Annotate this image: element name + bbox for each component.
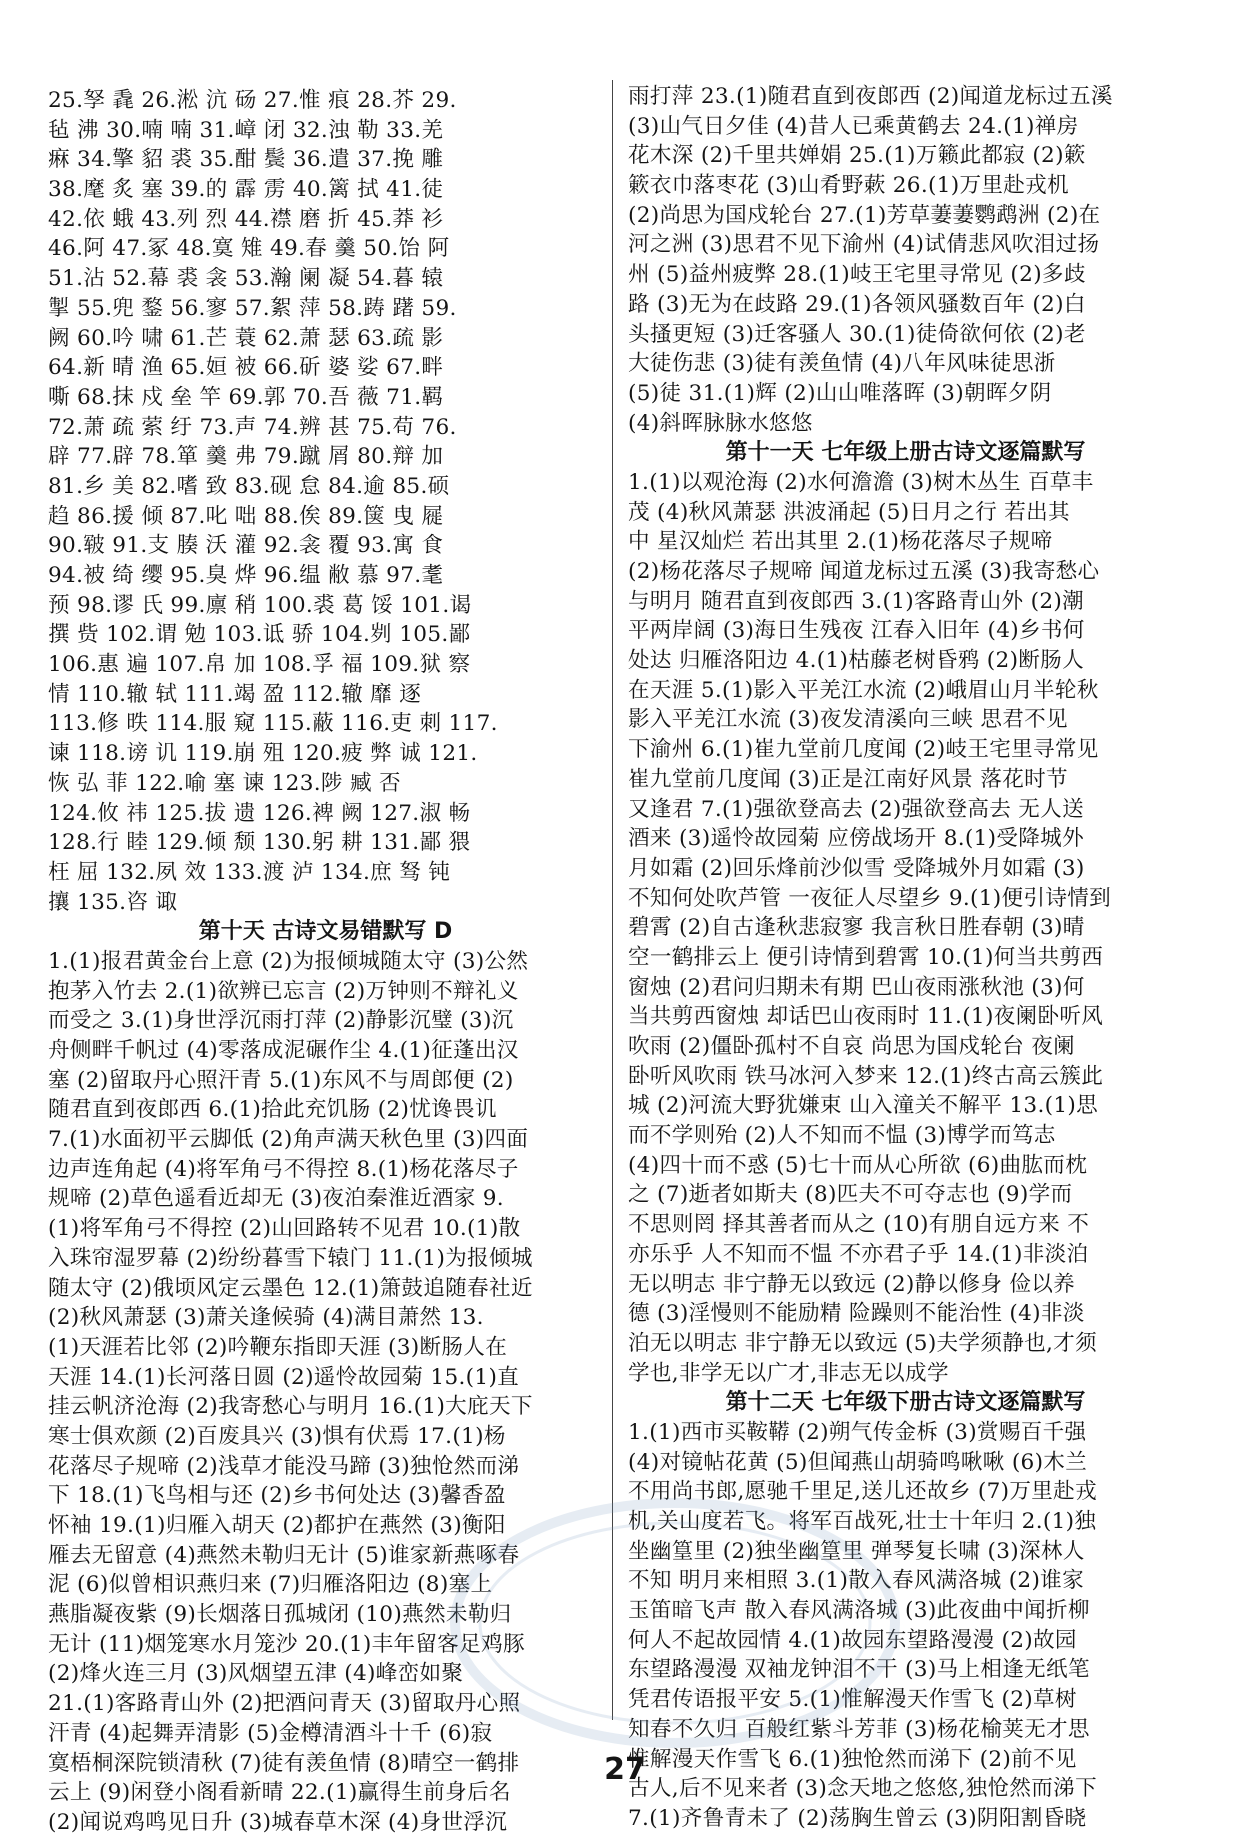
answer-line: 玉笛暗飞声 散入春风满洛城 (3)此夜曲中闻折柳 bbox=[628, 1598, 1090, 1624]
answer-line: 谏 118.谤 讥 119.崩 殂 120.疲 弊 诚 121. bbox=[48, 741, 478, 767]
answer-line: 撰 赀 102.谓 勉 103.诋 骄 104.刿 105.鄙 bbox=[48, 622, 471, 648]
answer-line: 酒来 (3)遥怜故园菊 应傍战场开 8.(1)受降城外 bbox=[628, 826, 1084, 852]
answer-line: 吹雨 (2)僵卧孤村不自哀 尚思为国戍轮台 夜阑 bbox=[628, 1034, 1076, 1059]
answer-line: 预 98.谬 氏 99.廪 稍 100.裘 葛 馁 101.谒 bbox=[48, 592, 472, 618]
answer-line: 影入平羌江水流 (3)夜发清溪向三峡 思君不见 bbox=[628, 707, 1068, 733]
answer-line: 趋 86.援 倾 87.叱 咄 88.俟 89.箧 曳 屣 bbox=[48, 503, 444, 529]
answer-line: (3)山气日夕佳 (4)昔人已乘黄鹤去 24.(1)禅房 bbox=[628, 113, 1079, 139]
answer-line: 卧听风吹雨 铁马冰河入梦来 12.(1)终古高云簇此 bbox=[628, 1063, 1104, 1089]
answer-line: 城 (2)河流大野犹嫌束 山入潼关不解平 13.(1)思 bbox=[628, 1093, 1099, 1119]
answer-line: 平两岸阔 (3)海日生残夜 江春入旧年 (4)乡书何 bbox=[628, 618, 1085, 644]
answer-line: 46.阿 47.冢 48.寞 雉 49.春 羹 50.饴 阿 bbox=[48, 236, 450, 262]
answer-line: 辟 77.辟 78.箪 羹 弗 79.蹴 屑 80.辩 加 bbox=[48, 444, 444, 470]
answer-line: 在天涯 5.(1)影入平羌江水流 (2)峨眉山月半轮秋 bbox=[628, 677, 1099, 703]
answer-line: 掣 55.兜 鍪 56.寥 57.絮 萍 58.踌 躇 59. bbox=[48, 295, 457, 321]
answer-line: 处达 归雁洛阳边 4.(1)枯藤老树昏鸦 (2)断肠人 bbox=[628, 648, 1084, 674]
answer-line: 崔九堂前几度闻 (3)正是江南好风景 落花时节 bbox=[628, 766, 1068, 792]
answer-line: (2)秋风萧瑟 (3)萧关逢候骑 (4)满目萧然 13. bbox=[48, 1305, 484, 1331]
answer-line: 空一鹤排云上 便引诗情到碧霄 10.(1)何当共剪西 bbox=[628, 944, 1104, 970]
answer-line: 不用尚书郎,愿驰千里足,送儿还故乡 (7)万里赴戎 bbox=[628, 1479, 1097, 1505]
answer-line: 攘 135.咨 诹 bbox=[48, 889, 178, 915]
answer-line: 月如霜 (2)回乐烽前沙似雪 受降城外月如霜 (3) bbox=[628, 855, 1085, 881]
answer-line: 花落尽子规啼 (2)浅草才能没马蹄 (3)独怆然而涕 bbox=[48, 1453, 520, 1479]
answer-line: 东望路漫漫 双袖龙钟泪不干 (3)马上相逢无纸笔 bbox=[628, 1657, 1090, 1683]
answer-line: 簌衣巾落枣花 (3)山肴野蔌 26.(1)万里赴戎机 bbox=[628, 173, 1069, 199]
answer-line: 113.修 昳 114.服 窥 115.蔽 116.吏 刺 117. bbox=[48, 711, 498, 737]
answer-line: (4)斜晖脉脉水悠悠 bbox=[628, 410, 813, 436]
column-divider bbox=[612, 80, 613, 1720]
answer-line: 128.行 睦 129.倾 颓 130.躬 耕 131.鄙 猥 bbox=[48, 830, 471, 856]
answer-line: 怀袖 19.(1)归雁入胡天 (2)都护在燕然 (3)衡阳 bbox=[48, 1513, 506, 1538]
answer-line: 而受之 3.(1)身世浮沉雨打萍 (2)静影沉璧 (3)沉 bbox=[48, 1008, 514, 1034]
answer-line: 凭君传语报平安 5.(1)惟解漫天作雪飞 (2)草树 bbox=[628, 1687, 1077, 1713]
answer-line: 天涯 14.(1)长河落日圆 (2)遥怜故园菊 15.(1)直 bbox=[48, 1364, 520, 1390]
answer-line: (2)尚思为国戍轮台 27.(1)芳草萋萋鹦鹉洲 (2)在 bbox=[628, 202, 1101, 228]
answer-line: 亦乐乎 人不知而不愠 不亦君子乎 14.(1)非淡泊 bbox=[628, 1241, 1089, 1267]
answer-line: 与明月 随君直到夜郎西 3.(1)客路青山外 (2)潮 bbox=[628, 588, 1084, 614]
section-heading: 第十二天 七年级下册古诗文逐篇默写 bbox=[725, 1390, 1086, 1416]
answer-line: 学也,非学无以广才,非志无以成学 bbox=[628, 1360, 949, 1386]
answer-line: 云上 (9)闲登小阁看新晴 22.(1)赢得生前身后名 bbox=[48, 1780, 511, 1806]
answer-line: (5)徒 31.(1)辉 (2)山山唯落晖 (3)朝晖夕阴 bbox=[628, 380, 1052, 406]
page-number: 27 bbox=[604, 1752, 646, 1787]
answer-line: 不思则罔 择其善者而从之 (10)有朋自远方来 不 bbox=[628, 1212, 1090, 1238]
answer-line: 入珠帘湿罗幕 (2)纷纷暮雪下辕门 11.(1)为报倾城 bbox=[48, 1245, 533, 1271]
answer-line: 州 (5)益州疲弊 28.(1)岐王宅里寻常见 (2)多歧 bbox=[628, 262, 1086, 288]
answer-line: 挂云帆济沧海 (2)我寄愁心与明月 16.(1)大庇天下 bbox=[48, 1394, 533, 1420]
answer-line: 舟侧畔千帆过 (4)零落成泥碾作尘 4.(1)征蓬出汉 bbox=[48, 1038, 519, 1063]
answer-line: 何人不起故园情 4.(1)故园东望路漫漫 (2)故园 bbox=[628, 1627, 1077, 1653]
answer-line: (2)杨花落尽子规啼 闻道龙标过五溪 (3)我寄愁心 bbox=[628, 559, 1100, 584]
answer-line: 嘶 68.抹 戍 垒 竿 69.郭 70.吾 薇 71.羁 bbox=[48, 384, 444, 410]
answer-line: 痳 34.擎 貂 裘 35.酣 鬓 36.遣 37.挽 雕 bbox=[48, 147, 444, 173]
answer-line: 不知 明月来相照 3.(1)散入春风满洛城 (2)谁家 bbox=[628, 1568, 1084, 1594]
answer-line: 下渝州 6.(1)崔九堂前几度闻 (2)岐王宅里寻常见 bbox=[628, 737, 1099, 763]
answer-line: 花木深 (2)千里共婵娟 25.(1)万籁此都寂 (2)簌 bbox=[628, 143, 1086, 169]
answer-line: (1)天涯若比邻 (2)吟鞭东指即天涯 (3)断肠人在 bbox=[48, 1334, 508, 1360]
answer-line: 之 (7)逝者如斯夫 (8)匹夫不可夺志也 (9)学而 bbox=[628, 1182, 1073, 1208]
answer-line: 泊无以明志 非宁静无以致远 (5)夫学须静也,才须 bbox=[628, 1330, 1097, 1356]
answer-line: (2)烽火连三月 (3)风烟望五津 (4)峰峦如聚 bbox=[48, 1661, 464, 1687]
answer-line: 规啼 (2)草色遥看近却无 (3)夜泊秦淮近酒家 9. bbox=[48, 1186, 504, 1212]
answer-line: 7.(1)水面初平云脚低 (2)角声满天秋色里 (3)四面 bbox=[48, 1127, 529, 1153]
answer-line: 94.被 绮 缨 95.臭 烨 96.缊 敝 慕 97.耄 bbox=[48, 563, 444, 588]
answer-line: 无以明志 非宁静无以致远 (2)静以修身 俭以养 bbox=[628, 1271, 1076, 1297]
answer-line: 当共剪西窗烛 却话巴山夜雨时 11.(1)夜阑卧听风 bbox=[628, 1004, 1104, 1030]
answer-line: 泥 (6)似曾相识燕归来 (7)归雁洛阳边 (8)塞上 bbox=[48, 1572, 493, 1598]
answer-line: 25.孥 毳 26.淞 沆 砀 27.惟 痕 28.芥 29. bbox=[48, 88, 457, 113]
answer-line: 茂 (4)秋风萧瑟 洪波涌起 (5)日月之行 若出其 bbox=[628, 499, 1070, 525]
answer-line: 而不学则殆 (2)人不知而不愠 (3)博学而笃志 bbox=[628, 1123, 1056, 1149]
answer-line: 51.沾 52.幕 裘 衾 53.瀚 阑 凝 54.暮 辕 bbox=[48, 266, 444, 292]
answer-line: 惟解漫天作雪飞 6.(1)独怆然而涕下 (2)前不见 bbox=[628, 1746, 1077, 1772]
answer-line: 雁去无留意 (4)燕然未勒归无计 (5)谁家新燕啄春 bbox=[48, 1542, 520, 1568]
answer-line: 路 (3)无为在歧路 29.(1)各领风骚数百年 (2)白 bbox=[628, 291, 1086, 317]
answer-line: 21.(1)客路青山外 (2)把酒问青天 (3)留取丹心照 bbox=[48, 1691, 521, 1717]
answer-line: 河之洲 (3)思君不见下渝州 (4)试倩悲风吹泪过扬 bbox=[628, 232, 1100, 258]
answer-line: (2)闻说鸡鸣见日升 (3)城春草木深 (4)身世浮沉 bbox=[48, 1809, 508, 1835]
left-column bbox=[48, 86, 603, 1838]
answer-line: 枉 屈 132.夙 效 133.渡 泸 134.庶 驽 钝 bbox=[48, 859, 451, 885]
section-heading: 第十天 古诗文易错默写 D bbox=[198, 919, 453, 945]
answer-line: 头搔更短 (3)迁客骚人 30.(1)徒倚欲何依 (2)老 bbox=[628, 321, 1086, 347]
answer-line: 又逢君 7.(1)强欲登高去 (2)强欲登高去 无人送 bbox=[628, 796, 1084, 822]
answer-line: 寞梧桐深院锁清秋 (7)徒有羡鱼情 (8)晴空一鹤排 bbox=[48, 1750, 520, 1776]
answer-line: 燕脂凝夜紫 (9)长烟落日孤城闭 (10)燕然未勒归 bbox=[48, 1602, 512, 1628]
answer-line: 不知何处吹芦管 一夜征人尽望乡 9.(1)便引诗情到 bbox=[628, 885, 1112, 911]
answer-line: (1)将军角弓不得控 (2)山回路转不见君 10.(1)散 bbox=[48, 1216, 521, 1242]
answer-line: 古人,后不见来者 (3)念天地之悠悠,独怆然而涕下 bbox=[628, 1776, 1097, 1802]
answer-line: 1.(1)以观沧海 (2)水何澹澹 (3)树木丛生 百草丰 bbox=[628, 469, 1094, 495]
answer-line: 毡 沸 30.喃 喃 31.嶂 闭 32.浊 勒 33.羌 bbox=[48, 117, 444, 143]
answer-line: 下 18.(1)飞鸟相与还 (2)乡书何处达 (3)馨香盈 bbox=[48, 1483, 506, 1509]
answer-line: 42.依 蛾 43.列 烈 44.襟 磨 折 45.莽 衫 bbox=[48, 206, 444, 232]
answer-line: 1.(1)报君黄金台上意 (2)为报倾城随太守 (3)公然 bbox=[48, 948, 529, 974]
answer-line: 塞 (2)留取丹心照汗青 5.(1)东风不与周郎便 (2) bbox=[48, 1067, 514, 1093]
answer-line: 德 (3)淫慢则不能励精 险躁则不能治性 (4)非淡 bbox=[628, 1301, 1085, 1327]
right-column bbox=[628, 82, 1183, 1834]
answer-line: 知春不久归 百般红紫斗芳菲 (3)杨花榆荚无才思 bbox=[628, 1716, 1090, 1742]
answer-line: 无计 (11)烟笼寒水月笼沙 20.(1)丰年留客足鸡豚 bbox=[48, 1631, 525, 1657]
answer-line: (4)对镜帖花黄 (5)但闻燕山胡骑鸣啾啾 (6)木兰 bbox=[628, 1449, 1088, 1475]
answer-line: 大徒伤悲 (3)徒有羡鱼情 (4)八年风味徒思浙 bbox=[628, 351, 1056, 377]
answer-line: 81.乡 美 82.嗜 致 83.砚 怠 84.逾 85.硕 bbox=[48, 473, 450, 499]
answer-line: 随君直到夜郎西 6.(1)拾此充饥肠 (2)忧谗畏讥 bbox=[48, 1097, 497, 1123]
answer-line: 124.攸 祎 125.拔 遗 126.裨 阙 127.淑 畅 bbox=[48, 800, 471, 826]
answer-line: 随太守 (2)俄顷风定云墨色 12.(1)箫鼓追随春社近 bbox=[48, 1275, 533, 1301]
answer-line: 90.皲 91.支 腠 沃 灌 92.衾 覆 93.寓 食 bbox=[48, 533, 444, 559]
answer-line: 汗青 (4)起舞弄清影 (5)金樽清酒斗十千 (6)寂 bbox=[48, 1720, 493, 1746]
answer-line: 抱茅入竹去 2.(1)欲辨已忘言 (2)万钟则不辩礼义 bbox=[48, 978, 519, 1004]
answer-line: 碧霄 (2)自古逢秋悲寂寥 我言秋日胜春朝 (3)晴 bbox=[628, 915, 1085, 941]
answer-line: 中 星汉灿烂 若出其里 2.(1)杨花落尽子规啼 bbox=[628, 529, 1053, 555]
answer-line: 寒士俱欢颜 (2)百废具兴 (3)惧有伏焉 17.(1)杨 bbox=[48, 1423, 506, 1449]
answer-line: 情 110.辙 轼 111.竭 盈 112.辙 靡 逐 bbox=[48, 681, 422, 707]
answer-line: 窗烛 (2)君问归期未有期 巴山夜雨涨秋池 (3)何 bbox=[628, 974, 1085, 1000]
answer-line: 72.萧 疏 萦 纡 73.声 74.辨 甚 75.苟 76. bbox=[48, 414, 457, 440]
answer-line: 雨打萍 23.(1)随君直到夜郎西 (2)闻道龙标过五溪 bbox=[628, 84, 1113, 109]
answer-line: 机,关山度若飞。将军百战死,壮士十年归 2.(1)独 bbox=[628, 1509, 1097, 1534]
answer-line: 阙 60.吟 啸 61.芒 蓑 62.萧 瑟 63.疏 影 bbox=[48, 325, 444, 351]
answer-line: 边声连角起 (4)将军角弓不得控 8.(1)杨花落尽子 bbox=[48, 1156, 519, 1182]
answer-line: 7.(1)齐鲁青未了 (2)荡胸生曾云 (3)阴阳割昏晓 bbox=[628, 1805, 1087, 1831]
answer-line: 恢 弘 菲 122.喻 塞 谏 123.陟 臧 否 bbox=[48, 770, 401, 796]
section-heading: 第十一天 七年级上册古诗文逐篇默写 bbox=[725, 440, 1086, 466]
answer-line: 1.(1)西市买鞍鞯 (2)朔气传金柝 (3)赏赐百千强 bbox=[628, 1419, 1087, 1445]
answer-line: 64.新 晴 渔 65.姮 被 66.斫 婆 娑 67.畔 bbox=[48, 355, 444, 381]
answer-line: 38.麾 炙 塞 39.的 霹 雳 40.篱 拭 41.徒 bbox=[48, 177, 444, 203]
answer-line: (4)四十而不惑 (5)七十而从心所欲 (6)曲肱而枕 bbox=[628, 1152, 1088, 1178]
answer-line: 坐幽篁里 (2)独坐幽篁里 弹琴复长啸 (3)深林人 bbox=[628, 1538, 1085, 1564]
answer-line: 106.惠 遍 107.帛 加 108.孚 福 109.狱 察 bbox=[48, 652, 471, 678]
